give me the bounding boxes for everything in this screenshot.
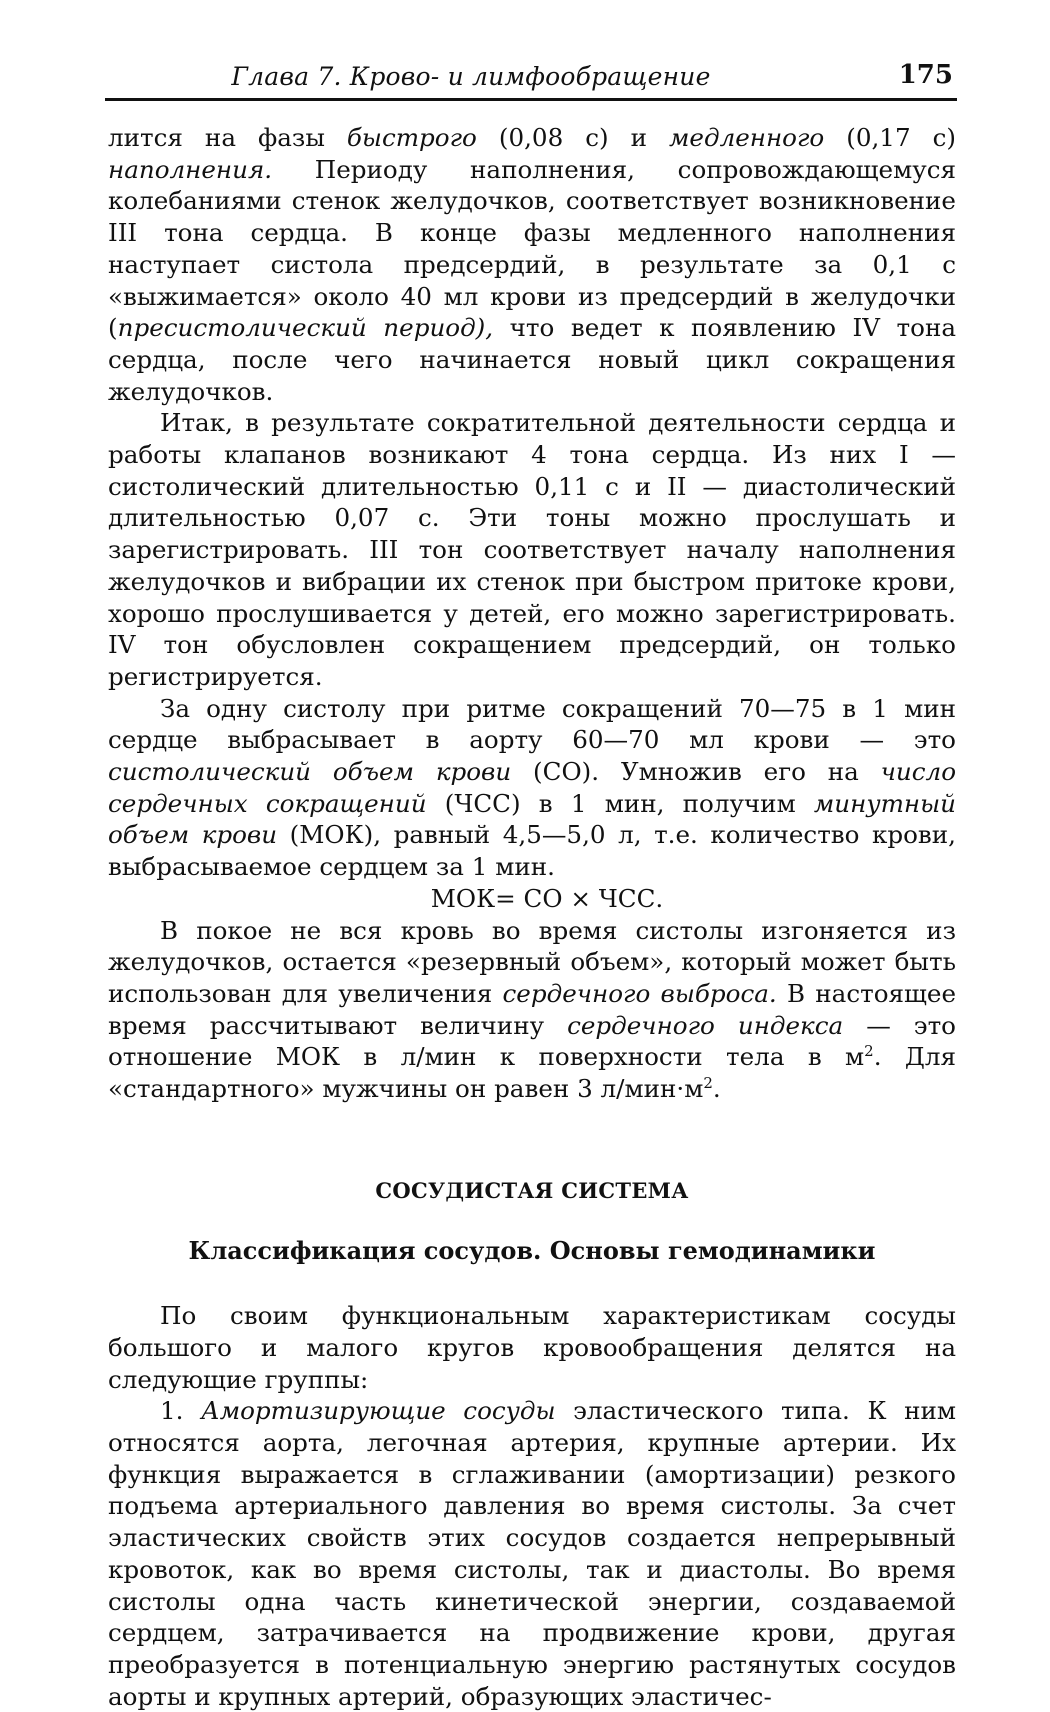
text-run: . — [712, 1074, 721, 1104]
text-run: (0,17 с) — [824, 123, 956, 152]
italic-term: пресистолический период), — [117, 313, 494, 343]
italic-term: минутный объем крови — [108, 788, 956, 850]
list-number: 1. — [160, 1396, 202, 1426]
paragraph-vessel-groups: По своим функциональным характеристикам сосуды большого и малого кругов кровообращения делятся на следующие группы: — [108, 1301, 956, 1394]
italic-term: Амортизирующие сосуды — [201, 1396, 556, 1426]
text-run: (0,08 с) и — [476, 123, 670, 152]
text-run: В настоящее время рассчитывают величину — [108, 978, 957, 1040]
text-run: Периоду наполнения, сопровождающемуся колебаниями стенок желудочков, соответствует возникновение III тона сердца. В конце фазы медленного наполнения наступает систола предсердий, в результате за 0,1 с «выжимается» около 40 мл крови из предсердий в желудочки ( — [108, 154, 956, 343]
formula: МОК= СО × ЧСС. — [430, 883, 664, 913]
text-run: За одну систолу при ритме сокращений 70—75 в 1 мин сердце выбрасывает в аорту 60—70 мл крови — это — [108, 693, 956, 755]
text-run: что ведет к появлению IV тона сердца, после чего начинается новый цикл сокращения желудочков. — [108, 313, 957, 406]
italic-term: число сердечных сокращений — [108, 757, 957, 818]
text-run: . Для «стандартного» мужчины он равен 3 л/мин·м — [108, 1042, 956, 1104]
chapter-title: Глава 7. Крово- и лимфообращение — [231, 62, 711, 91]
paragraph-continuation — [108, 122, 956, 407]
italic-term: медленного — [669, 123, 825, 152]
paragraph-heart-tones: Итак, в результате сократительной деятельности сердца и работы клапанов возникают 4 тона сердца. Из них I — систолический длительностью 0,11 с и II — диастолический длительностью 0,07 с. Эти тоны можно прослушать и зарегистрировать. III тон соответствует началу наполнения желудочков и вибрации их стенок при быстром притоке крови, хорошо прослушивается у детей, его можно зарегистрировать. IV тон обусловлен сокращением предсердий, он только регистрируется. — [108, 408, 956, 691]
italic-term: быстрого — [346, 123, 477, 152]
subsection-title: Классификация сосудов. Основы гемодинамики — [188, 1235, 876, 1265]
text-run: — это отношение МОК в л/мин к поверхности тела в м — [108, 1010, 956, 1072]
text-run: В покое не вся кровь во время систолы изгоняется из желудочков, остается «резервный объем», который может быть использован для увеличения — [108, 915, 956, 1008]
superscript: 2 — [864, 1042, 874, 1061]
superscript: 2 — [703, 1074, 713, 1093]
paragraph-cardiac-index — [108, 915, 956, 1105]
text-run: (МОК), равный 4,5—5,0 л, т.е. количество крови, выбрасываемое сердцем за 1 мин. — [108, 820, 956, 882]
text-run: эластического типа. К ним относятся аорта, легочная артерия, крупные артерии. Их функция выражается в сглаживании (амортизации) резкого подъема артериального давления во время систолы. За счет эластических свойств этих сосудов создается непрерывный кровоток, как во время систолы, так и диастолы. Во время систолы одна часть кинетической энергии, создаваемой сердцем, затрачивается на продвижение крови, другая преобразуется в потенциальную энергию растянутых сосудов аорты и крупных артерий, образующих эластичес- — [108, 1396, 956, 1711]
page-number: 175 — [898, 60, 953, 90]
italic-term: наполнения. — [108, 154, 273, 184]
running-head — [105, 58, 957, 101]
text-run: (СО). Умножив его на — [511, 757, 881, 787]
text-run: (ЧСС) в 1 мин, получим — [426, 788, 814, 818]
text-run: лится на фазы — [108, 123, 347, 152]
italic-term: сердечного выброса. — [502, 978, 777, 1008]
paragraph-stroke-volume — [108, 693, 956, 883]
italic-term: систолический объем крови — [108, 757, 512, 787]
italic-term: сердечного индекса — [567, 1010, 844, 1040]
section-title: СОСУДИСТАЯ СИСТЕМА — [375, 1177, 689, 1203]
page-body — [108, 122, 956, 1712]
list-item-1 — [108, 1395, 956, 1712]
